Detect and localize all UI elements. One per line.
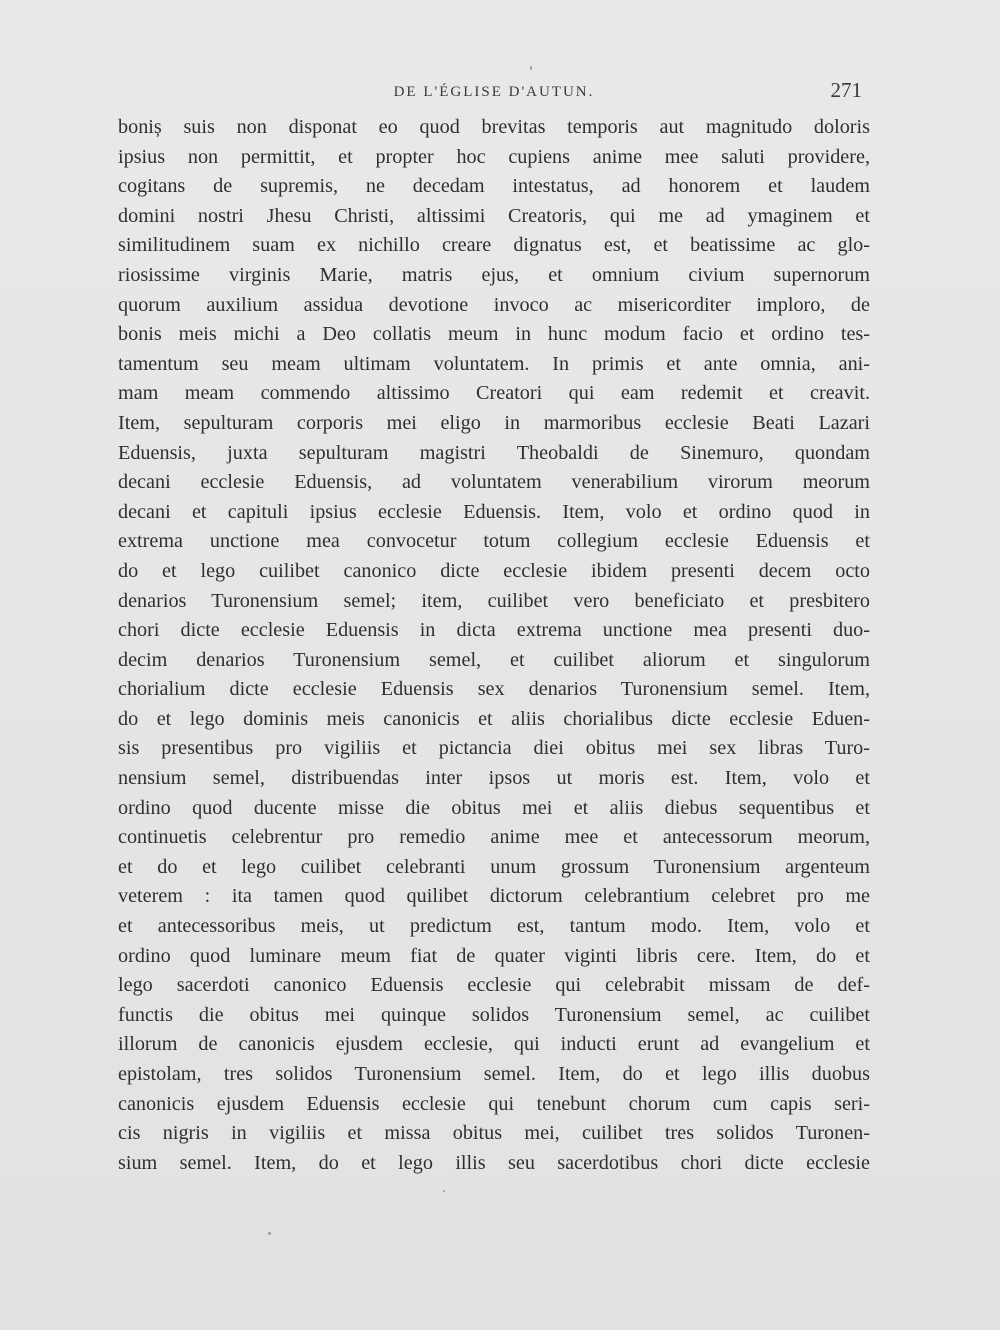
body-text: [118, 113, 870, 1178]
text-line: illorum de canonicis ejusdem ecclesie, qui inducti erunt ad evangelium et: [118, 1033, 870, 1056]
text-line: mam meam commendo altissimo Creatori qui eam redemit et creavit.: [118, 382, 870, 405]
text-line: chori dicte ecclesie Eduensis in dicta extrema unctione mea presenti duo-: [118, 619, 870, 642]
text-line: domini nostri Jhesu Christi, altissimi Creatoris, qui me ad ymaginem et: [118, 204, 870, 227]
text-line: epistolam, tres solidos Turonensium semel. Item, do et lego illis duobus: [118, 1063, 870, 1085]
text-line: similitudinem suam ex nichillo creare dignatus est, et beatissime ac glo-: [118, 234, 870, 257]
page-number: 271: [830, 78, 862, 102]
text-line: extrema unctione mea convocetur totum collegium ecclesie Eduensis et: [118, 530, 870, 553]
text-line: continuetis celebrentur pro remedio anime mee et antecessorum meorum,: [118, 826, 870, 849]
text-line: decani ecclesie Eduensis, ad voluntatem venerabilium virorum meorum: [118, 471, 870, 494]
text-line: decim denarios Turonensium semel, et cuilibet aliorum et singulorum: [118, 648, 870, 671]
paper-speck: [268, 1232, 271, 1235]
text-line: bonis meis michi a Deo collatis meum in hunc modum facio et ordino tes-: [118, 323, 870, 346]
text-line: veterem : ita tamen quod quilibet dictorum celebrantium celebret pro me: [118, 885, 870, 908]
text-line: riosissime virginis Marie, matris ejus, et omnium civium supernorum: [118, 263, 870, 286]
text-line: do et lego cuilibet canonico dicte ecclesie ibidem presenti decem octo: [118, 559, 870, 582]
text-line: sis presentibus pro vigiliis et pictancia diei obitus mei sex libras Turo-: [118, 737, 870, 760]
text-line: chorialium dicte ecclesie Eduensis sex denarios Turonensium semel. Item,: [118, 678, 870, 701]
text-line: quorum auxilium assidua devotione invoco ac misericorditer imploro, de: [118, 293, 870, 316]
text-line: decani et capituli ipsius ecclesie Eduensis. Item, volo et ordino quod in: [118, 500, 870, 523]
text-line: ordino quod ducente misse die obitus mei et aliis diebus sequentibus et: [118, 796, 870, 819]
text-line: cogitans de supremis, ne decedam intestatus, ad honorem et laudem: [118, 175, 870, 198]
text-line: sium semel. Item, do et lego illis seu sacerdotibus chori dicte ecclesie: [118, 1151, 870, 1174]
paper-speck: [443, 1190, 445, 1192]
text-line: canonicis ejusdem Eduensis ecclesie qui tenebunt chorum cum capis seri-: [118, 1092, 870, 1115]
text-line: ipsius non permittit, et propter hoc cupiens anime mee saluti providere,: [118, 145, 870, 168]
text-line: tamentum seu meam ultimam voluntatem. In primis et ante omnia, ani-: [118, 352, 870, 375]
text-line: Eduensis, juxta sepulturam magistri Theobaldi de Sinemuro, quondam: [118, 441, 870, 464]
text-line: cis nigris in vigiliis et missa obitus mei, cuilibet tres solidos Turonen-: [118, 1122, 870, 1145]
text-line: denarios Turonensium semel; item, cuilibet vero beneficiato et presbitero: [118, 589, 870, 612]
text-line: nensium semel, distribuendas inter ipsos ut moris est. Item, volo et: [118, 767, 870, 790]
running-title: DE L'ÉGLISE D'AUTUN.: [393, 84, 595, 100]
text-line: et antecessoribus meis, ut predictum est, tantum modo. Item, volo et: [118, 915, 870, 938]
text-line: functis die obitus mei quinque solidos Turonensium semel, ac cuilibet: [118, 1003, 870, 1026]
text-line: et do et lego cuilibet celebranti unum grossum Turonensium argenteum: [118, 855, 870, 878]
running-head: [118, 78, 870, 104]
text-line: lego sacerdoti canonico Eduensis ecclesie qui celebrabit missam de def-: [118, 974, 870, 997]
text-line: do et lego dominis meis canonicis et aliis chorialibus dicte ecclesie Eduen-: [118, 707, 870, 730]
paper-speck: [530, 66, 532, 70]
text-line: Item, sepulturam corporis mei eligo in marmoribus ecclesie Beati Lazari: [118, 411, 870, 434]
text-line: boniș suis non disponat eo quod brevitas temporis aut magnitudo doloris: [118, 116, 870, 138]
text-line: ordino quod luminare meum fiat de quater viginti libris cere. Item, do et: [118, 944, 870, 967]
